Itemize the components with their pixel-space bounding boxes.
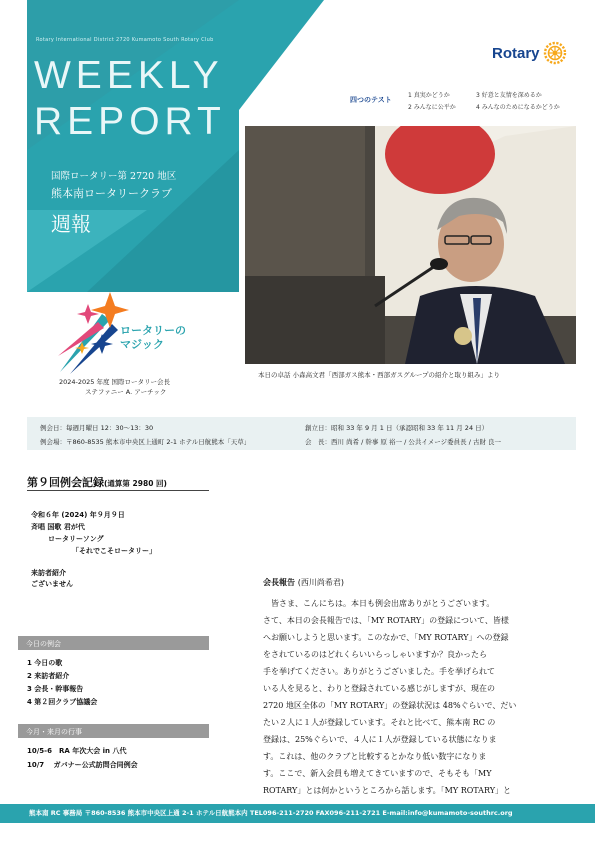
speech-line: いる人を見ると、わりと登録されている感じがしますが、現在の xyxy=(263,684,495,693)
speech-line: 登録は、25%ぐらいで、４人に１人が登録している状態になりま xyxy=(263,735,497,744)
four-way-test-item: 2 みんなに公平か xyxy=(408,104,456,111)
today-meeting-heading: 今日の例会 xyxy=(18,636,209,650)
header-panel xyxy=(27,0,239,292)
district-line: Rotary International District 2720 Kumamoto South Rotary Club xyxy=(36,37,214,43)
meeting-venue: 例会場：〒860-8535 熊本市中央区上通町 2-1 ホテル日航熊本「天草」 xyxy=(40,438,251,446)
district-jp: 国際ロータリー第 2720 地区 xyxy=(51,171,177,182)
speaker-photo xyxy=(245,126,576,364)
today-item: 4 第２回クラブ協議会 xyxy=(27,698,98,706)
today-item: 1 今日の歌 xyxy=(27,659,63,667)
speech-title xyxy=(263,577,344,588)
speech-title-text: 会長報告 xyxy=(263,578,295,587)
speech-line: へお願いしようと思います。このなかで、「MY ROTARY」への登録 xyxy=(263,633,509,642)
header-panel-notch xyxy=(239,0,324,110)
founded-date: 創立日：昭和 33 年 9 月 1 日（承認昭和 33 年 11 月 24 日） xyxy=(305,424,489,432)
footer-contact: 熊本南 RC 事務局 〒860-8536 熊本市中央区上通 2-1 ホテル日航熊本内 TEL096-211-2720 FAX096-211-2721 E-mail:info@kumamoto-southrc.org xyxy=(29,809,513,817)
four-way-test-item: 4 みんなのためになるかどうか xyxy=(476,104,560,111)
rotary-wheel-icon xyxy=(543,41,567,65)
record-title xyxy=(27,474,167,490)
speech-speaker: (西川尚希君) xyxy=(297,578,345,587)
rotary-logo xyxy=(492,38,567,68)
record-date: 令和６年 (2024) 年９月９日 xyxy=(31,511,125,519)
speaker-photo-image xyxy=(245,126,576,364)
photo-caption: 本日の卓話 小森高文君「西部ガス熊本・西部ガスグループの紹介と取り組み」より xyxy=(258,371,501,379)
visitors-label: 来訪者紹介 xyxy=(31,569,66,577)
speech-line: ROTARY」とは何かというところから話します。「MY ROTARY」と xyxy=(263,786,512,795)
record-song-title: 「それでこそロータリー」 xyxy=(72,547,156,555)
events-heading: 今月・来月の行事 xyxy=(18,724,209,738)
record-song: ロータリーソング xyxy=(48,535,104,543)
record-title-sub: (通算第 2980 回) xyxy=(104,479,167,488)
ri-president-name: ステファニー A. アーチック xyxy=(85,388,167,396)
theme-title-line: マジック xyxy=(120,338,164,351)
speech-line: さて、本日の会長報告では、「MY ROTARY」の登録について、皆様 xyxy=(263,616,509,625)
today-item: 3 会長・幹事報告 xyxy=(27,685,84,693)
club-officers: 会 長：西川 尚希 / 幹事 原 裕一 / 公共イメージ委員長 / 古財 良一 xyxy=(305,438,502,446)
speech-line: 皆さま、こんにちは。本日も例会出席ありがとうございます。 xyxy=(263,599,495,608)
four-way-test-item: 1 真実かどうか xyxy=(408,92,450,99)
title-report: REPORT xyxy=(34,100,226,143)
speech-line: す。ここで、新入会員も増えてきていますので、そもそも「MY xyxy=(263,769,492,778)
four-way-test-item: 3 好意と友情を深めるか xyxy=(476,92,542,99)
four-way-test-list xyxy=(408,90,586,111)
four-way-test-label: 四つのテスト xyxy=(350,96,392,104)
meeting-time: 例会日：毎週月曜日 12：30〜13：30 xyxy=(40,424,154,432)
event-item: 10/7 ガバナー公式訪問合同例会 xyxy=(27,761,138,769)
title-weekly: WEEKLY xyxy=(34,54,224,97)
speech-line: 2720 地区全体の「MY ROTARY」の登録状況は 48%ぐらいで、だい xyxy=(263,701,517,710)
speech-line: をされているのはどれくらいいらっしゃいますか？良かったら xyxy=(263,650,487,659)
visitors-value: ございません xyxy=(31,580,73,588)
theme-title xyxy=(120,324,186,352)
bulletin-title: 週報 xyxy=(51,212,91,236)
ri-president-year: 2024-2025 年度 国際ロータリー会長 xyxy=(59,378,171,386)
event-item: 10/5-6 RA 年次大会 in 八代 xyxy=(27,747,127,755)
speech-line: す。これは、他のクラブと比較するとかなり低い数字になりま xyxy=(263,752,487,761)
speech-line: 手を挙げてください。ありがとうございました。手を挙げられて xyxy=(263,667,495,676)
divider xyxy=(27,490,209,491)
club-name: 熊本南ロータリークラブ xyxy=(51,187,172,200)
record-anthem: 斉唱 国歌 君が代 xyxy=(31,523,85,531)
rotary-logo-word: Rotary xyxy=(492,44,540,62)
theme-title-line: ロータリーの xyxy=(120,324,186,337)
speech-line: たい２人に１人が登録しています。それと比べて、熊本南 RC の xyxy=(263,718,496,727)
today-item: 2 来訪者紹介 xyxy=(27,672,70,680)
record-title-text: 第９回例会記録 xyxy=(27,476,104,489)
